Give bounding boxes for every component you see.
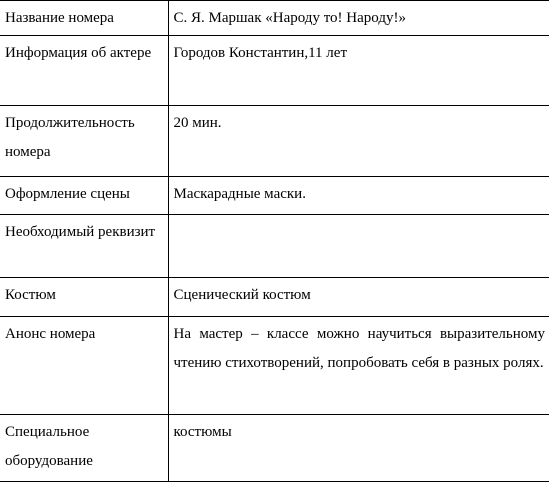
- table-row: [0, 36, 549, 106]
- duration-label: Продолжительность номера: [5, 115, 135, 160]
- special-equipment-label: Специальное оборудование: [5, 424, 93, 469]
- row-label-cell: [0, 1, 168, 36]
- table-row: [0, 415, 549, 482]
- announcement-label: Анонс номера: [5, 326, 96, 342]
- row-value-cell: [168, 36, 549, 106]
- stage-design-label: Оформление сцены: [5, 186, 130, 202]
- duration-value: 20 мин.: [173, 115, 222, 131]
- props-value: [174, 215, 549, 218]
- act-title-value: С. Я. Маршак «Народу то! Народу!»: [173, 10, 406, 26]
- row-value-cell: [168, 1, 549, 36]
- table-row: [0, 278, 549, 317]
- props-label: Необходимый реквизит: [5, 224, 156, 240]
- row-value-cell: [168, 177, 549, 215]
- special-equipment-value: костюмы: [173, 424, 232, 440]
- actor-info-label: Информация об актере: [5, 45, 152, 61]
- row-value-cell: [168, 215, 549, 278]
- act-title-label: Название номера: [5, 10, 114, 26]
- stage-design-value: Маскарадные маски.: [173, 186, 306, 202]
- row-label-cell: [0, 106, 168, 177]
- row-label-cell: [0, 36, 168, 106]
- row-value-cell: [168, 317, 549, 415]
- announcement-value: На мастер – классе можно научиться выразительному чтению стихотворений, попробовать себя в разных ролях.: [173, 326, 545, 371]
- row-value-cell: [168, 278, 549, 317]
- row-label-cell: [0, 415, 168, 482]
- table-row: [0, 177, 549, 215]
- costume-label: Костюм: [5, 287, 56, 303]
- costume-value: Сценический костюм: [173, 287, 311, 303]
- row-label-cell: [0, 317, 168, 415]
- row-label-cell: [0, 215, 168, 278]
- row-label-cell: [0, 278, 168, 317]
- row-label-cell: [0, 177, 168, 215]
- actor-info-value: Городов Константин,11 лет: [173, 45, 348, 61]
- table-row: [0, 215, 549, 278]
- table-row: [0, 1, 549, 36]
- row-value-cell: [168, 106, 549, 177]
- table-row: [0, 106, 549, 177]
- row-value-cell: [168, 415, 549, 482]
- table-row: [0, 317, 549, 415]
